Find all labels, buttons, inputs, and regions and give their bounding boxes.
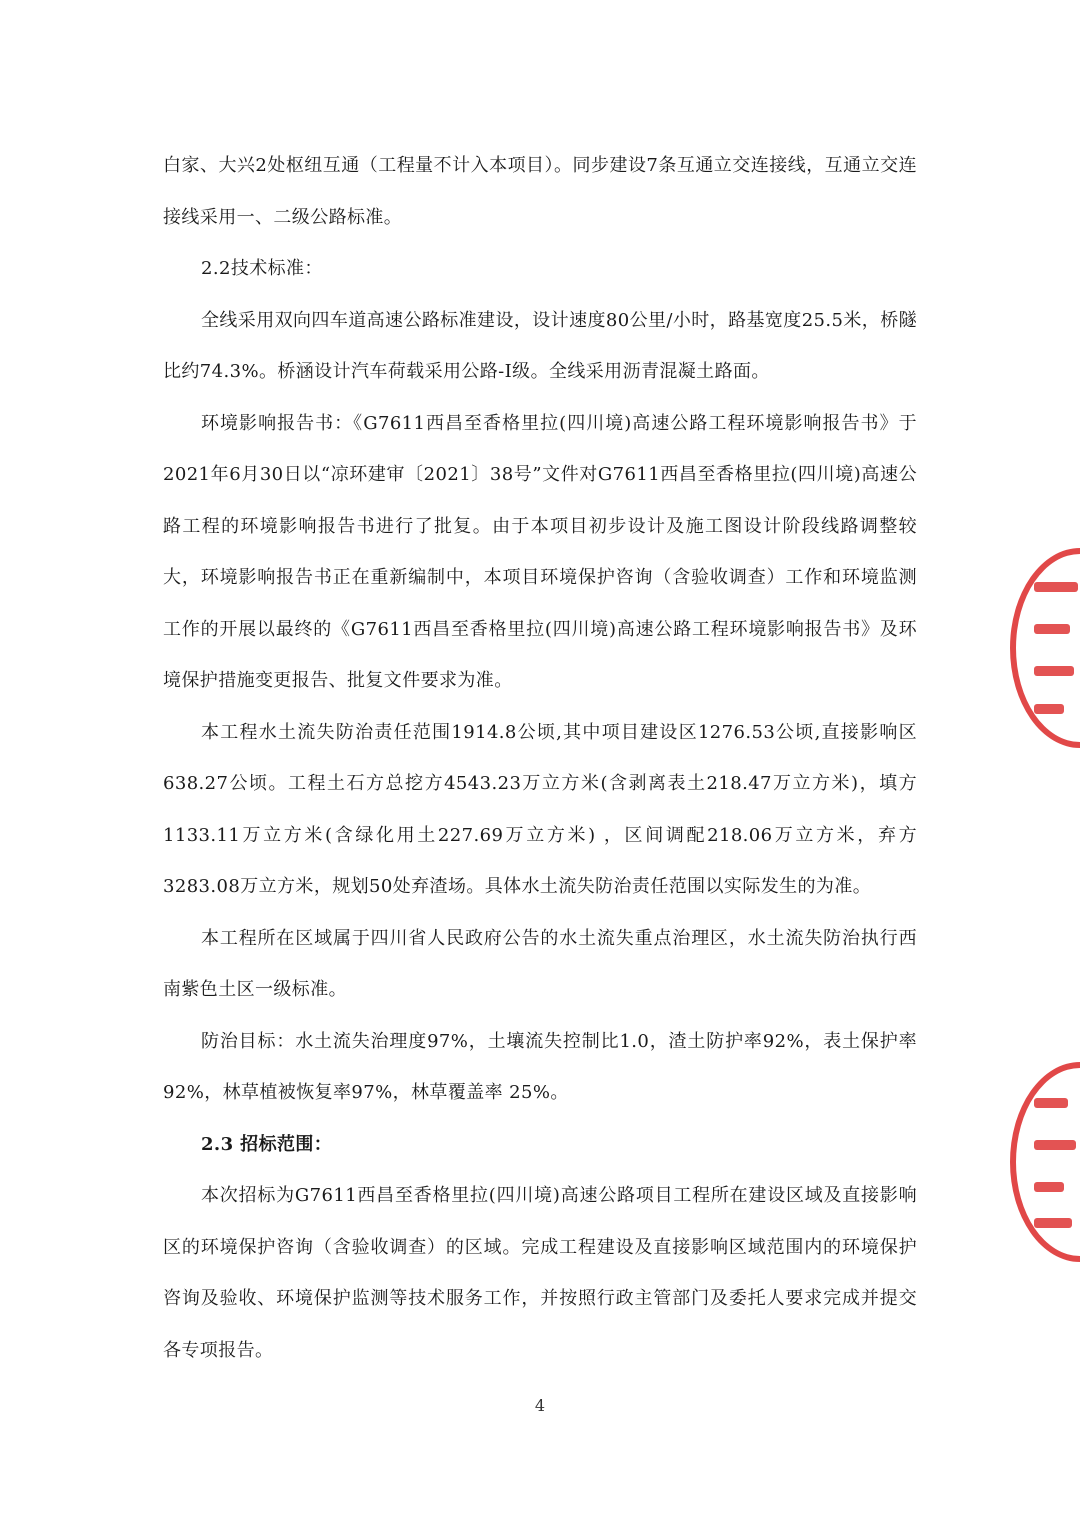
seal-mark [1034,1182,1064,1192]
paragraph-erosion-zone: 本工程所在区域属于四川省人民政府公告的水土流失重点治理区，水土流失防治执行西南紫色土区一级标准。 [163,927,917,1000]
seal-mark [1034,1140,1076,1150]
document-body [163,140,917,1376]
page-number: 4 [534,1396,546,1415]
heading-bidding-scope: 2.3 招标范围： [201,1133,333,1155]
red-seal-stamp-icon [1010,1062,1080,1262]
seal-mark [1034,704,1064,714]
heading-technical-standards: 2.2技术标准： [201,258,323,279]
seal-mark [1034,624,1070,634]
paragraph-bidding-scope: 本次招标为G7611西昌至香格里拉(四川境)高速公路项目工程所在建设区域及直接影响区的环境保护咨询（含验收调查）的区域。完成工程建设及直接影响区域范围内的环境保护咨询及验收、环境保护监测等技术服务工作，并按照行政主管部门及委托人要求完成并提交各专项报告。 [163,1185,917,1361]
seal-mark [1034,582,1078,592]
paragraph-interchange: 白家、大兴2处枢纽互通（工程量不计入本项目）。同步建设7条互通立交连接线，互通立交连接线采用一、二级公路标准。 [163,155,917,228]
paragraph-environmental-report: 环境影响报告书：《G7611西昌至香格里拉(四川境)高速公路工程环境影响报告书》于2021年6月30日以“凉环建审〔2021〕38号”文件对G7611西昌至香格里拉(四川境)高速公路工程的环境影响报告书进行了批复。由于本项目初步设计及施工图设计阶段线路调整较大，环境影响报告书正在重新编制中，本项目环境保护咨询（含验收调查）工作和环境监测工作的开展以最终的《G7611西昌至香格里拉(四川境)高速公路工程环境影响报告书》及环境保护措施变更报告、批复文件要求为准。 [163,412,917,691]
paragraph-technical-standards: 全线采用双向四车道高速公路标准建设，设计速度80公里/小时，路基宽度25.5米，桥隧比约74.3%。桥涵设计汽车荷载采用公路-I级。全线采用沥青混凝土路面。 [163,309,917,382]
paragraph-control-targets: 防治目标：水土流失治理度97%，土壤流失控制比1.0，渣土防护率92%，表土保护率92%，林草植被恢复率97%，林草覆盖率 25%。 [163,1030,917,1103]
seal-mark [1034,1098,1068,1108]
seal-mark [1034,666,1074,676]
red-seal-stamp-icon [1010,548,1080,748]
paragraph-soil-erosion-scope: 本工程水土流失防治责任范围1914.8公顷,其中项目建设区1276.53公顷,直接影响区638.27公顷。工程土石方总挖方4543.23万立方米(含剥离表土218.47万立方米)，填方1133.11万立方米(含绿化用土227.69万立方米) ，区间调配218.06万立方米，弃方3283.08万立方米，规划50处弃渣场。具体水土流失防治责任范围以实际发生的为准。 [163,721,917,897]
seal-mark [1034,1218,1072,1228]
